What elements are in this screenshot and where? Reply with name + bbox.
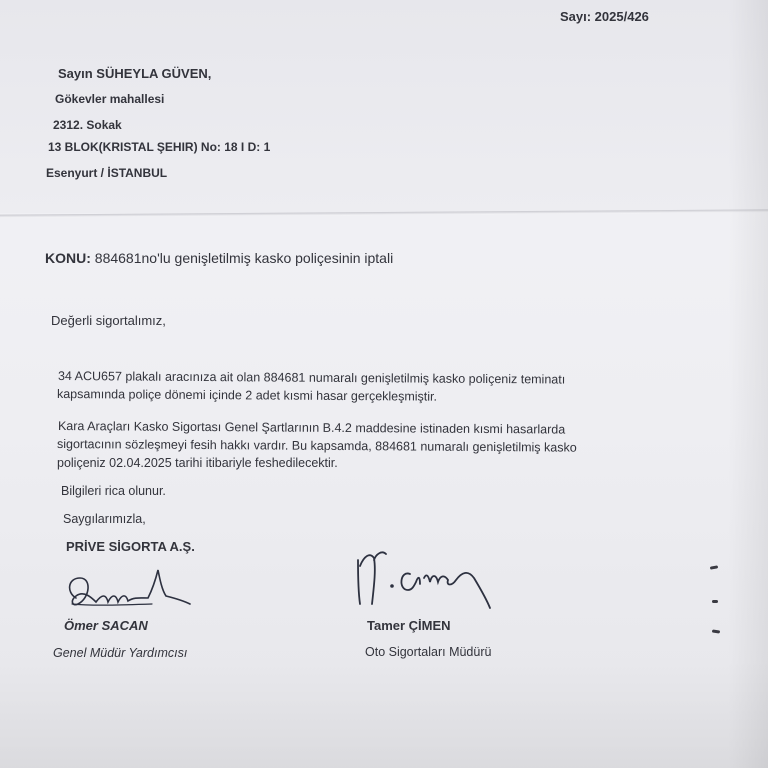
signature-2-image bbox=[352, 546, 502, 616]
subject-line bbox=[45, 250, 393, 266]
paragraph2-line1: Kara Araçları Kasko Sigortası Genel Şartlarının B.4.2 maddesine istinaden kısmi hasarlarda bbox=[57, 419, 566, 437]
reference-number: Sayı: 2025/426 bbox=[560, 9, 649, 24]
recipient-city: Esenyurt / İSTANBUL bbox=[46, 166, 168, 180]
bottom-shadow bbox=[0, 660, 768, 768]
recipient-street: 2312. Sokak bbox=[53, 118, 122, 132]
signatory-2-title: Oto Sigortaları Müdürü bbox=[365, 645, 492, 659]
signatory-1-title: Genel Müdür Yardımcısı bbox=[53, 646, 188, 660]
ink-mark bbox=[712, 600, 718, 603]
greeting: Değerli sigortalımız, bbox=[51, 313, 166, 328]
recipient-building: 13 BLOK(KRISTAL ŞEHIR) No: 18 I D: 1 bbox=[48, 140, 271, 154]
signature-1-image bbox=[62, 564, 194, 616]
ink-mark bbox=[712, 629, 720, 633]
company-name: PRİVE SİGORTA A.Ş. bbox=[66, 539, 195, 554]
subject-label: KONU: bbox=[45, 250, 91, 266]
signatory-1-name: Ömer SACAN bbox=[64, 618, 148, 633]
top-fold-panel bbox=[0, 0, 768, 213]
paragraph2-line3: poliçeniz 02.04.2025 tarihi itibariyle feshedilecektir. bbox=[57, 456, 338, 470]
paragraph1-line1: 34 ACU657 plakalı aracınıza ait olan 884681 numaralı genişletilmiş kasko poliçeniz teminatı bbox=[57, 369, 566, 387]
info-request: Bilgileri rica olunur. bbox=[61, 484, 166, 498]
recipient-neighborhood: Gökevler mahallesi bbox=[55, 92, 165, 106]
paragraph2-line2: sigortacının sözleşmeyi fesih hakkı vardır. Bu kapsamda, 884681 numaralı genişletilmiş kasko bbox=[56, 437, 577, 455]
ink-mark bbox=[710, 565, 718, 569]
right-edge-shadow bbox=[728, 0, 768, 768]
subject-text: 884681no'lu genişletilmiş kasko poliçesinin iptali bbox=[90, 250, 394, 266]
signatory-2-name: Tamer ÇİMEN bbox=[367, 618, 451, 633]
closing: Saygılarımızla, bbox=[63, 512, 146, 526]
recipient-name: Sayın SÜHEYLA GÜVEN, bbox=[58, 66, 212, 81]
paragraph1-line2: kapsamında poliçe dönemi içinde 2 adet kısmi hasar gerçekleşmiştir. bbox=[56, 387, 438, 404]
